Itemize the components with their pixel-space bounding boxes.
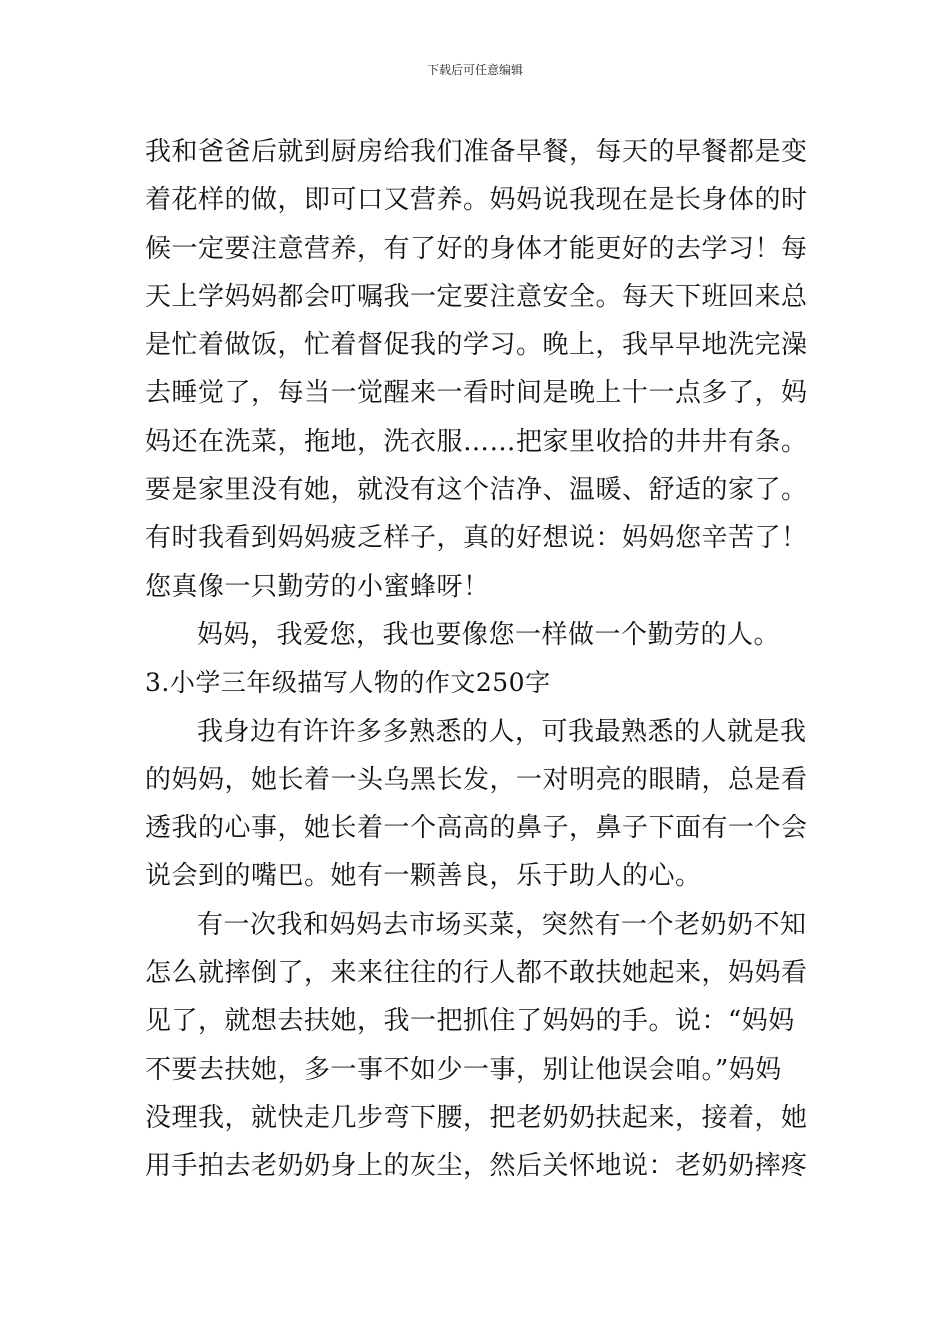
document-body bbox=[145, 128, 807, 1191]
section-heading: 3.小学三年级描写人物的作文250字 bbox=[145, 668, 551, 698]
text-line: 去睡觉了，每当一觉醒来一看时间是晚上十一点多了，妈 bbox=[145, 378, 808, 409]
text-line: 见了，就想去扶她，我一把抓住了妈妈的手。说：“妈妈 bbox=[145, 1006, 795, 1037]
text-line: 有时我看到妈妈疲乏样子，真的好想说：妈妈您辛苦了！ bbox=[145, 523, 808, 554]
text-line: 我身边有许许多多熟悉的人，可我最熟悉的人就是我 bbox=[197, 716, 807, 747]
text-line: 有一次我和妈妈去市场买菜，突然有一个老奶奶不知 bbox=[197, 909, 807, 940]
text-line: 怎么就摔倒了，来来往往的行人都不敢扶她起来，妈妈看 bbox=[145, 958, 808, 989]
text-line: 妈还在洗菜，拖地，洗衣服……把家里收拾的井井有条。 bbox=[145, 426, 808, 457]
text-line: 我和爸爸后就到厨房给我们准备早餐，每天的早餐都是变 bbox=[145, 137, 808, 167]
text-line: 透我的心事，她长着一个高高的鼻子，鼻子下面有一个会 bbox=[145, 813, 808, 844]
text-line: 妈妈，我爱您，我也要像您一样做一个勤劳的人。 bbox=[197, 619, 781, 650]
text-line: 候一定要注意营养，有了好的身体才能更好的去学习！每 bbox=[145, 233, 808, 264]
text-line: 是忙着做饭，忙着督促我的学习。晚上，我早早地洗完澡 bbox=[145, 330, 808, 361]
text-line: 天上学妈妈都会叮嘱我一定要注意安全。每天下班回来总 bbox=[145, 281, 808, 312]
text-line: 您真像一只勤劳的小蜜蜂呀！ bbox=[145, 571, 490, 602]
text-line: 要是家里没有她，就没有这个洁净、温暖、舒适的家了。 bbox=[145, 475, 808, 506]
text-line: 的妈妈，她长着一头乌黑长发，一对明亮的眼睛，总是看 bbox=[145, 764, 808, 795]
text-line: 着花样的做，即可口又营养。妈妈说我现在是长身体的时 bbox=[145, 185, 808, 216]
text-line: 用手拍去老奶奶身上的灰尘，然后关怀地说：老奶奶摔疼 bbox=[145, 1151, 808, 1182]
text-line: 说会到的嘴巴。她有一颗善良，乐于助人的心。 bbox=[145, 861, 702, 892]
text-line: 没理我，就快走几步弯下腰，把老奶奶扶起来，接着，她 bbox=[145, 1102, 808, 1133]
text-line: 不要去扶她，多一事不如少一事，别让他误会咱。”妈妈 bbox=[145, 1054, 782, 1085]
page-header: 下载后可任意编辑 bbox=[426, 63, 523, 77]
